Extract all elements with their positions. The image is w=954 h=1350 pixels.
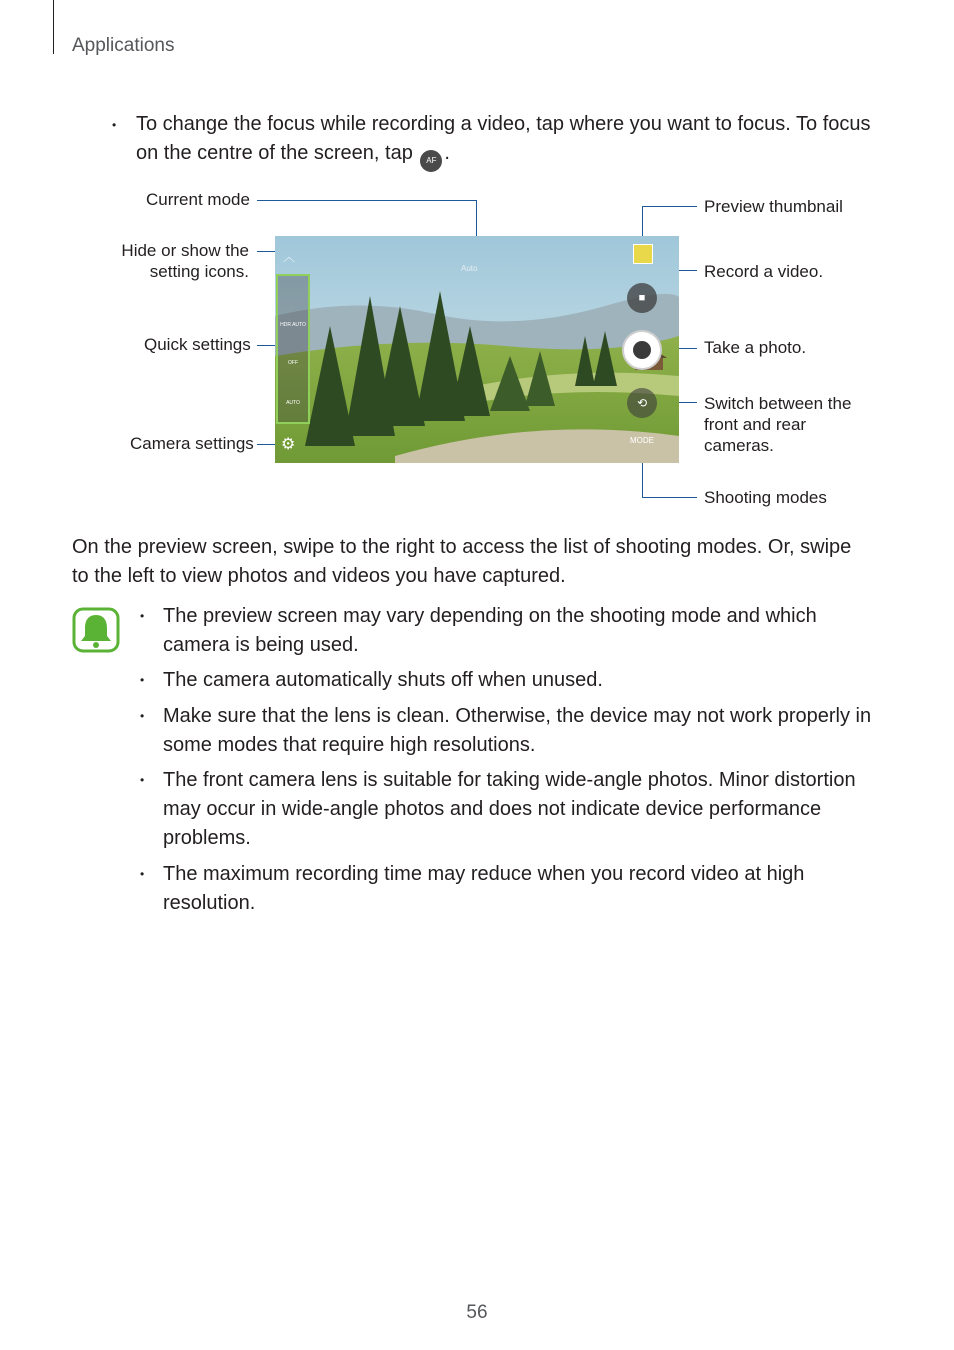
section-title: Applications xyxy=(72,35,175,56)
shutter-button[interactable] xyxy=(622,330,662,370)
note-bullet: • xyxy=(140,709,145,723)
camera-icon xyxy=(633,341,651,359)
video-camera-icon[interactable]: ■ xyxy=(627,283,657,313)
note-bullet: • xyxy=(140,673,145,687)
note-bullet: • xyxy=(140,867,145,881)
callout-current-mode: Current mode xyxy=(146,190,250,209)
flash-label[interactable]: AUTO xyxy=(286,400,300,406)
callout-switch-camera xyxy=(704,393,851,456)
callout-switch-line3: cameras. xyxy=(704,436,774,455)
current-mode-label: Auto xyxy=(461,264,478,273)
bullet-dot: • xyxy=(112,118,117,132)
callout-hide-show-line1: Hide or show the xyxy=(121,241,249,260)
mode-button[interactable]: MODE xyxy=(630,436,654,445)
hdr-label[interactable]: HDR AUTO xyxy=(280,322,306,328)
note-item: The camera automatically shuts off when unused. xyxy=(163,669,603,691)
note-item: Make sure that the lens is clean. Otherwise, the device may not work properly in some modes that require high resolutions. xyxy=(163,705,872,756)
note-item: The preview screen may vary depending on the shooting mode and which camera is being used. xyxy=(163,605,817,656)
note-bullet: • xyxy=(140,773,145,787)
callout-switch-line2: front and rear xyxy=(704,415,807,434)
bell-icon xyxy=(72,607,120,653)
intro-text: To change the focus while recording a video, tap where you want to focus. To focus on the centre of the screen, tap xyxy=(136,113,871,164)
chevron-up-icon[interactable]: ︿ xyxy=(283,250,296,264)
callout-record-video: Record a video. xyxy=(704,262,824,281)
camera-preview[interactable] xyxy=(275,236,679,463)
quick-settings-panel xyxy=(276,274,310,424)
intro-bullet-text xyxy=(136,110,886,172)
leader-shooting-modes xyxy=(642,497,697,498)
paragraph: On the preview screen, swipe to the right to access the list of shooting modes. Or, swipe to the left to view photos and videos you have captured. xyxy=(72,536,852,587)
switch-camera-icon[interactable]: ⟲ xyxy=(627,388,657,418)
callout-take-photo: Take a photo. xyxy=(704,338,807,357)
callout-quick-settings: Quick settings xyxy=(144,335,251,354)
af-icon: AF xyxy=(420,150,442,172)
callout-preview-thumbnail: Preview thumbnail xyxy=(704,197,843,216)
callout-switch-line1: Switch between the xyxy=(704,394,852,413)
margin-rule xyxy=(53,0,54,54)
leader-quick-settings xyxy=(257,345,275,346)
note-item: The front camera lens is suitable for taking wide-angle photos. Minor distortion may occur in wide-angle photos and does not indicate device performance problems. xyxy=(163,769,856,849)
callout-camera-settings: Camera settings xyxy=(130,434,254,453)
note-bullet: • xyxy=(140,609,145,623)
callout-hide-show xyxy=(90,240,249,282)
note-item: The maximum recording time may reduce when you record video at high resolution. xyxy=(163,863,805,914)
page-number: 56 xyxy=(466,1302,488,1323)
callout-hide-show-line2: setting icons. xyxy=(149,262,249,281)
intro-text-end: . xyxy=(444,142,450,164)
gear-icon[interactable]: ⚙ xyxy=(281,436,296,453)
preview-thumbnail[interactable] xyxy=(633,244,653,264)
timer-label[interactable]: OFF xyxy=(288,360,298,366)
leader-preview-thumbnail xyxy=(642,206,697,207)
callout-shooting-modes: Shooting modes xyxy=(704,488,827,507)
leader-current-mode xyxy=(257,200,477,201)
